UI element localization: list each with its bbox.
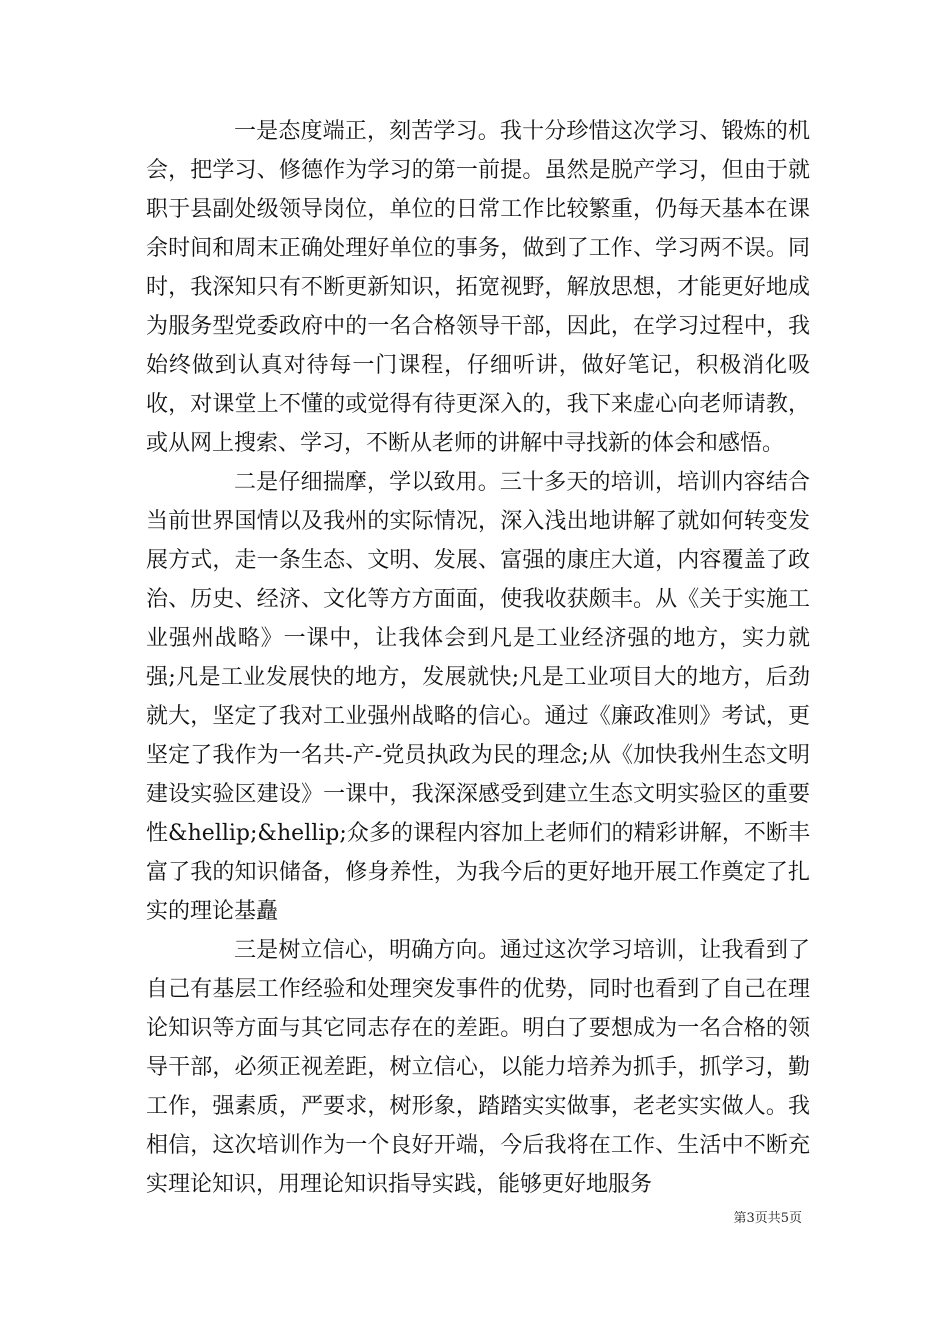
paragraph-application: 二是仔细揣摩，学以致用。三十多天的培训，培训内容结合当前世界国情以及我州的实际情况，深入浅出地讲解了就如何转变发展方式，走一条生态、文明、发展、富强的康庄大道，内容覆盖了政治、历史、经济、文化等方方面面，使我收获颇丰。从《关于实施工业强州战略》一课中，让我体会到凡是工业经济强的地方，实力就强;凡是工业发展快的地方，发展就快;凡是工业项目大的地方，后劲就大，坚定了我对工业强州战略的信心。通过《廉政准则》考试，更坚定了我作为一名共-产-党员执政为民的理念;从《加快我州生态文明建设实验区建设》一课中，我深深感受到建立生态文明实验区的重要性&hellip;&hellip;众多的课程内容加上老师们的精彩讲解，不断丰富了我的知识储备，修身养性，为我今后的更好地开展工作奠定了扎实的理论基矗	[146, 470, 810, 924]
document-body	[146, 112, 810, 1204]
paragraph-confidence: 三是树立信心，明确方向。通过这次学习培训，让我看到了自己有基层工作经验和处理突发事件的优势，同时也看到了自己在理论知识等方面与其它同志存在的差距。明白了要想成为一名合格的领导干部，必须正视差距，树立信心，以能力培养为抓手，抓学习，勤工作，强素质，严要求，树形象，踏踏实实做事，老老实实做人。我相信，这次培训作为一个良好开端，今后我将在工作、生活中不断充实理论知识，用理论知识指导实践，能够更好地服务	[146, 938, 810, 1197]
paragraph-attitude: 一是态度端正，刻苦学习。我十分珍惜这次学习、锻炼的机会，把学习、修德作为学习的第一前提。虽然是脱产学习，但由于就职于县副处级领导岗位，单位的日常工作比较繁重，仍每天基本在课余时间和周末正确处理好单位的事务，做到了工作、学习两不误。同时，我深知只有不断更新知识，拓宽视野，解放思想，才能更好地成为服务型党委政府中的一名合格领导干部，因此，在学习过程中，我始终做到认真对待每一门课程，仔细听讲，做好笔记，积极消化吸收，对课堂上不懂的或觉得有待更深入的，我下来虚心向老师请教，或从网上搜索、学习，不断从老师的讲解中寻找新的体会和感悟。	[146, 119, 810, 456]
page-number-footer: 第3页共5页	[733, 1211, 802, 1226]
